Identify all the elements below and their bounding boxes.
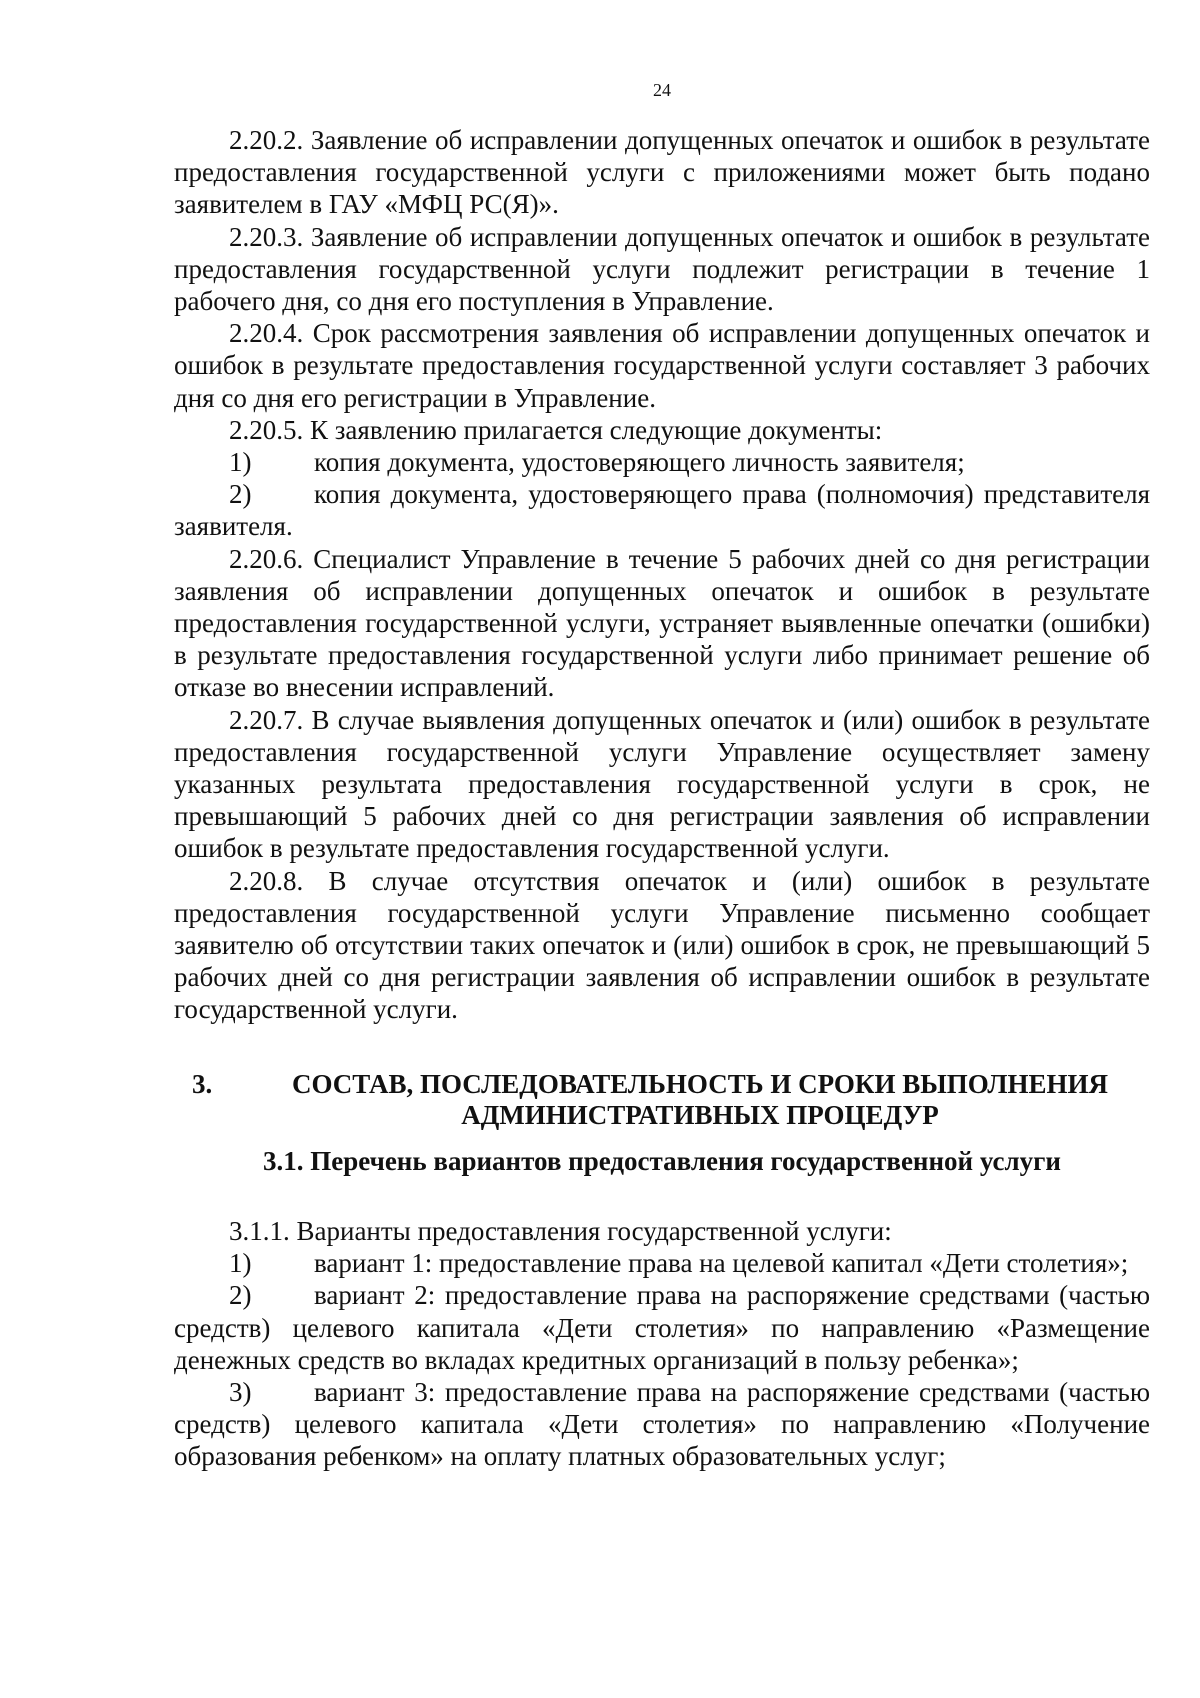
variants-intro: 3.1.1. Варианты предоставления государственной услуги: [229, 1216, 892, 1246]
section-heading [174, 1069, 1150, 1131]
page-number: 24 [653, 80, 671, 100]
section-number: 3. [192, 1069, 213, 1099]
section-title: СОСТАВ, ПОСЛЕДОВАТЕЛЬНОСТЬ И СРОКИ ВЫПОЛНЕНИЯ АДМИНИСТРАТИВНЫХ ПРОЦЕДУР [291, 1069, 1109, 1130]
list-item-number: 3) [229, 1377, 252, 1408]
list-item-number: 1) [229, 1248, 252, 1279]
paragraph-2-20-3: 2.20.3. Заявление об исправлении допущенных опечаток и ошибок в результате предоставления государственной услуги подлежит регистрации в течение 1 рабочего дня, со дня его поступления в Управление. [174, 221, 1150, 317]
list-item-number: 2) [229, 479, 252, 510]
paragraph-2-20-5: 2.20.5. К заявлению прилагается следующие документы: [229, 414, 883, 445]
list-item-text: вариант 1: предоставление права на целевой капитал «Дети столетия»; [314, 1248, 1129, 1279]
main-body [174, 124, 1150, 1026]
list-item [174, 1376, 1150, 1473]
list-item-text: вариант 3: предоставление права на распоряжение средствами (частью средств) целевого капитала «Дети столетия» по направлению «Получение образования ребенком» на оплату платных образовательных услуг; [174, 1377, 1150, 1472]
paragraph-2-20-4: 2.20.4. Срок рассмотрения заявления об исправлении допущенных опечаток и ошибок в результате предоставления государственной услуги составляет 3 рабочих дня со дня его регистрации в Управление. [174, 318, 1150, 413]
list-item [174, 1247, 1150, 1279]
paragraph-2-20-2: 2.20.2. Заявление об исправлении допущенных опечаток и ошибок в результате предоставления государственной услуги с приложениями может быть подано заявителем в ГАУ «МФЦ РС(Я)». [174, 125, 1150, 220]
list-item [174, 446, 1150, 478]
list-item-text: вариант 2: предоставление права на распоряжение средствами (частью средств) целевого капитала «Дети столетия» по направлению «Размещение денежных средств во вкладах кредитных организаций в пользу ребенка»; [174, 1280, 1150, 1375]
paragraph-2-20-8: 2.20.8. В случае отсутствия опечаток и (или) ошибок в результате предоставления государственной услуги Управление письменно сообщает заявителю об отсутствии таких опечаток и (или) ошибок в срок, не превышающий 5 рабочих дней со дня регистрации заявления об исправлении ошибок в результате государственной услуги. [174, 865, 1150, 1025]
list-item-text: копия документа, удостоверяющего личность заявителя; [314, 447, 965, 478]
paragraph-2-20-6: 2.20.6. Специалист Управление в течение 5 рабочих дней со дня регистрации заявления об исправлении допущенных опечаток и ошибок в результате предоставления государственной услуги, устраняет выявленные опечатки (ошибки) в результате предоставления государственной услуги либо принимает решение об отказе во внесении исправлений. [174, 543, 1150, 703]
variants-body [174, 1215, 1150, 1473]
list-item-number: 2) [229, 1280, 252, 1311]
subsection-heading: 3.1. Перечень вариантов предоставления государственной услуги [263, 1146, 1061, 1176]
list-item-number: 1) [229, 447, 252, 478]
list-item-text: копия документа, удостоверяющего права (полномочия) представителя заявителя. [174, 479, 1150, 542]
list-item [174, 1279, 1150, 1376]
list-item [174, 478, 1150, 542]
paragraph-2-20-7: 2.20.7. В случае выявления допущенных опечаток и (или) ошибок в результате предоставления государственной услуги Управление осуществляет замену указанных результата предоставления государственной услуги в срок, не превышающий 5 рабочих дней со дня регистрации заявления об исправлении ошибок в результате предоставления государственной услуги. [174, 704, 1150, 864]
